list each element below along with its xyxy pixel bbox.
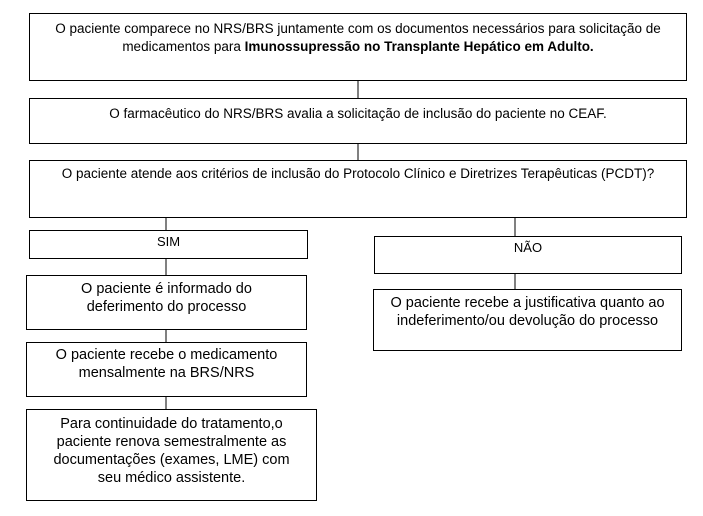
branch-no (374, 236, 682, 274)
step-informed-approval-text: O paciente é informado do deferimento do processo (81, 281, 252, 316)
branch-yes (29, 230, 308, 259)
step-patient-arrives-text: O paciente comparece no NRS/BRS juntamente com os documentos necessários para solicitação de medicamentos para (55, 21, 661, 54)
step-receives-medication-text: O paciente recebe o medicamento mensalmente na BRS/NRS (55, 347, 278, 382)
step-treatment-continuity-text: Para continuidade do tratamento,o paciente renova semestralmente as documentações (exames, LME) com seu médico assistente. (53, 416, 290, 487)
step-pharmacist-evaluates (29, 98, 687, 144)
step-informed-approval (26, 275, 307, 330)
decision-criteria (29, 160, 687, 218)
step-justification (373, 289, 682, 351)
step-justification-text: O paciente recebe a justificativa quanto ao indeferimento/ou devolução do processo (390, 295, 665, 330)
step-patient-arrives (29, 13, 687, 81)
step-receives-medication (26, 342, 307, 397)
step-pharmacist-evaluates-text: O farmacêutico do NRS/BRS avalia a solicitação de inclusão do paciente no CEAF. (109, 106, 607, 121)
step-patient-arrives-bold: Imunossupressão no Transplante Hepático em Adulto. (244, 38, 594, 54)
branch-yes-label: SIM (156, 234, 181, 249)
step-treatment-continuity (26, 409, 317, 501)
decision-criteria-text: O paciente atende aos critérios de inclusão do Protocolo Clínico e Diretrizes Terapêuticas (PCDT)? (61, 166, 655, 181)
branch-no-label: NÃO (513, 240, 543, 255)
